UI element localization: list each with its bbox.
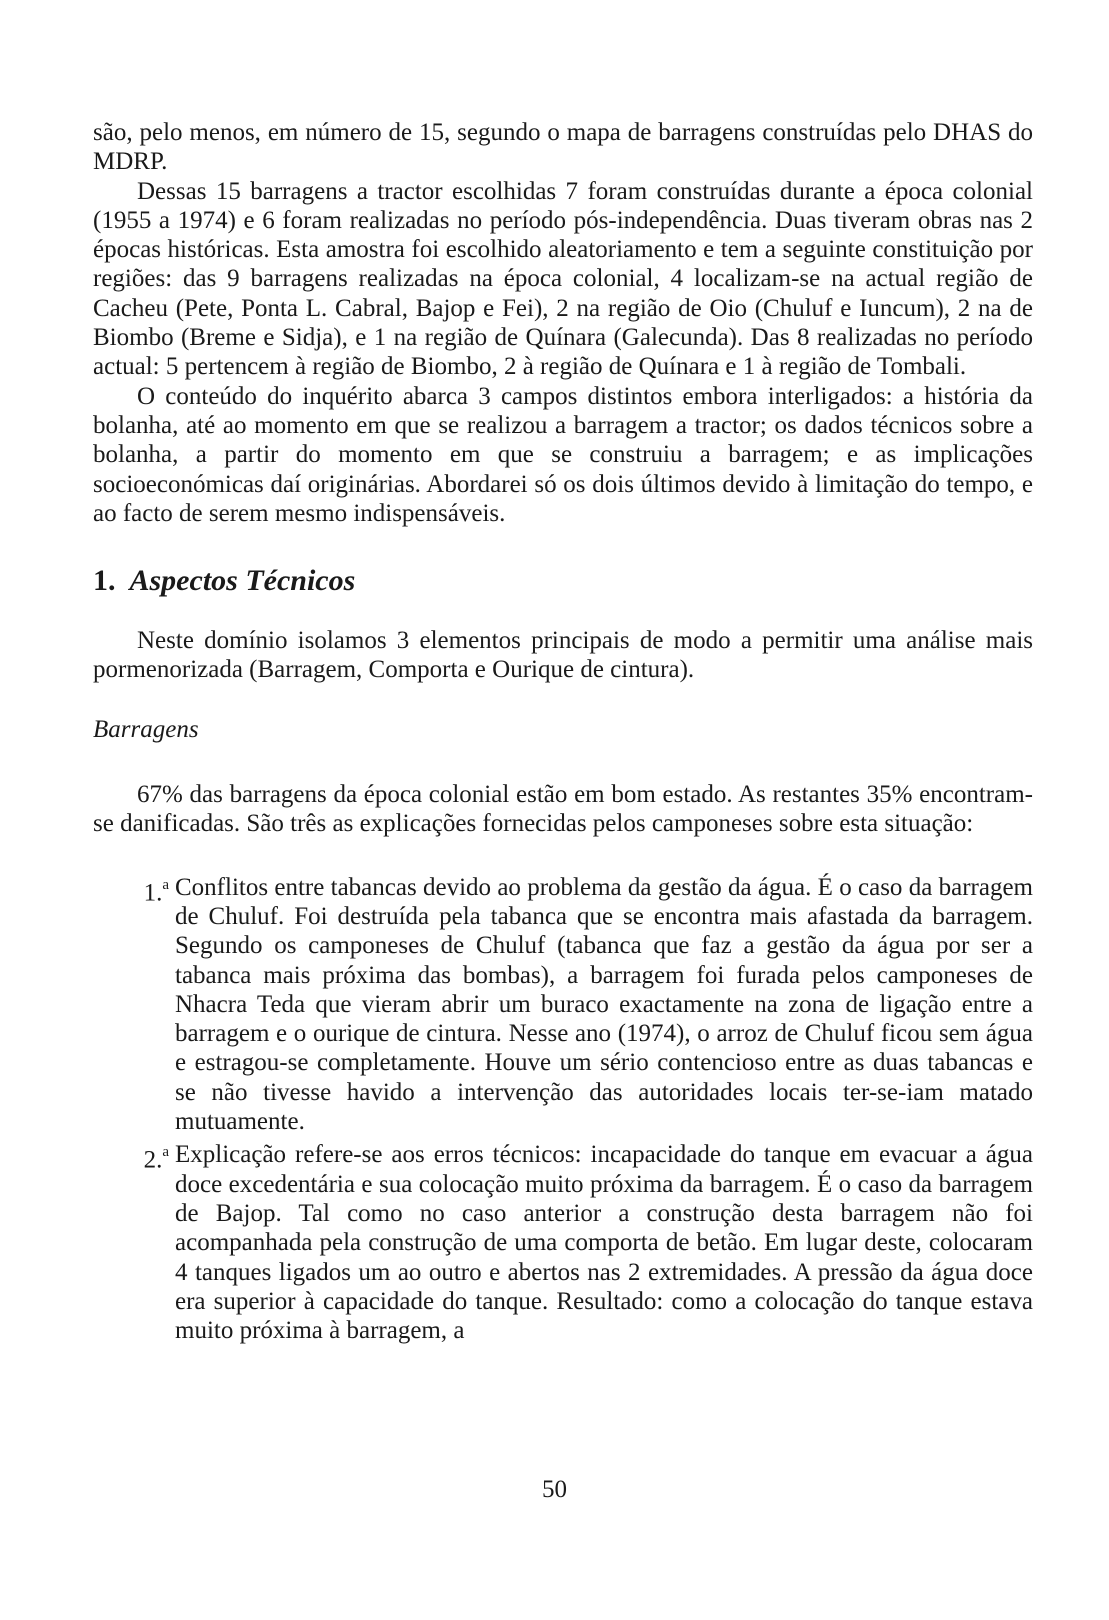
list-item: [93, 873, 1033, 1137]
explanations-list: [93, 873, 1033, 1346]
list-marker: 2.$^a$: [143, 1144, 169, 1174]
list-item-text: Conflitos entre tabancas devido ao problema da gestão da água. É o caso da barragem de Chuluf. Foi destruída pela tabanca que se encontra mais afastada da barragem. Segundo os camponeses de Chuluf (tabanca que faz a gestão da água por ser a tabanca mais próxima das bombas), a barragem foi furada pelos camponeses de Nhacra Teda que vieram abrir um buraco exactamente na zona de ligação entre a barragem e o ourique de cintura. Nesse ano (1974), o arroz de Chuluf ficou sem água e estragou-se completamente. Houve um sério contencioso entre as duas tabancas e se não tivesse havido a intervenção das autoridades locais ter-se-iam matado mutuamente.: [175, 873, 1033, 1136]
section-intro: Neste domínio isolamos 3 elementos principais de modo a permitir uma análise mais pormenorizada (Barragem, Comporta e Ourique de cintura).: [93, 627, 1033, 684]
list-marker: 1.$^a$: [143, 876, 169, 906]
paragraph-continuation: são, pelo menos, em número de 15, segundo o mapa de barragens construídas pelo DHAS do MDRP.: [93, 119, 1033, 176]
section-heading: [93, 564, 1033, 598]
section-title: Aspectos Técnicos: [129, 564, 356, 598]
paragraph-inquiry: O conteúdo do inquérito abarca 3 campos distintos embora interligados: a história da bolanha, até ao momento em que se realizou a barragem a tractor; os dados técnicos sobre a bolanha, a partir do momento em que se construiu a barragem; e as implicações socioeconómicas daí originárias. Abordarei só os dois últimos devido à limitação do tempo, e ao facto de serem mesmo indispensáveis.: [93, 382, 1033, 527]
page-body: [93, 118, 1033, 1345]
subsection-title: Barragens: [93, 715, 199, 743]
subsection-intro: 67% das barragens da época colonial estão em bom estado. As restantes 35% encontram-se danificadas. São três as explicações fornecidas pelos camponeses sobre esta situação:: [93, 781, 1033, 838]
paragraph-sample: Dessas 15 barragens a tractor escolhidas 7 foram construídas durante a época colonial (1955 a 1974) e 6 foram realizadas no período pós-independência. Duas tiveram obras nas 2 épocas históricas. Esta amostra foi escolhido aleatoriamento e tem a seguinte constituição por regiões: das 9 barragens realizadas na época colonial, 4 localizam-se na actual região de Cacheu (Pete, Ponta L. Cabral, Bajop e Fei), 2 na região de Oio (Chuluf e Iuncum), 2 na de Biombo (Breme e Sidja), e 1 na região de Quínara (Galecunda). Das 8 realizadas no período actual: 5 pertencem à região de Biombo, 2 à região de Quínara e 1 à região de Tombali.: [93, 177, 1033, 381]
list-item-text: Explicação refere-se aos erros técnicos: incapacidade do tanque em evacuar a água doce excedentária e sua colocação muito próxima da barragem. É o caso da barragem de Bajop. Tal como no caso anterior a construção desta barragem não foi acompanhada pela construção de uma comporta de betão. Em lugar deste, colocaram 4 tanques ligados um ao outro e abertos nas 2 extremidades. A pressão da água doce era superior à capacidade do tanque. Resultado: como a colocação do tanque estava muito próxima à barragem, a: [175, 1141, 1033, 1345]
list-item: [93, 1140, 1033, 1345]
section-number: 1.: [93, 564, 116, 598]
page-number: 50: [542, 1476, 567, 1503]
